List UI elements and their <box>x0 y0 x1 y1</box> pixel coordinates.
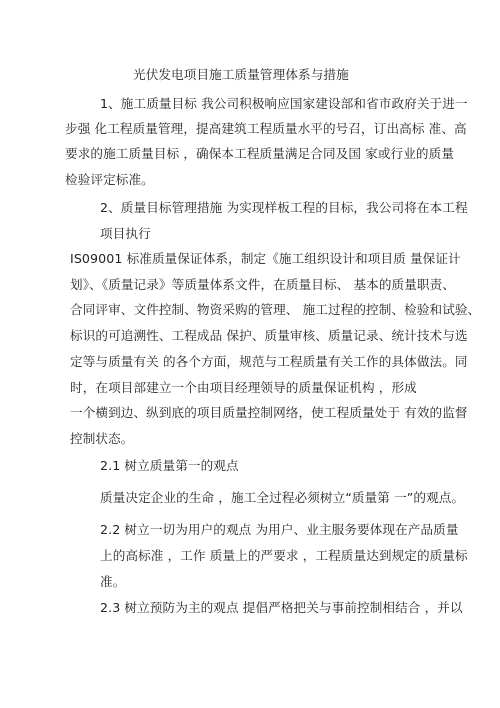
section-heading: 2.3 树立预防为主的观点 提倡严格把关与事前控制相结合 ，并以 <box>100 600 463 615</box>
paragraph-line: 划》、《质量记录》等质量体系文件，在质量目标、 基本的质量职责、 <box>70 277 456 292</box>
paragraph-line: 1、施工质量目标 我公司积极响应国家建设部和省市政府关于进一 <box>100 96 468 111</box>
paragraph-line: 检验评定标准。 <box>65 172 154 187</box>
paragraph-line: 标识的可追溯性、工程成品 保护、质量审核、质量记录、统计技术与选 <box>70 328 468 343</box>
paragraph-line: 步强 化工程质量管理，提高建筑工程质量水平的号召，订出高标 准、高 <box>65 121 467 136</box>
paragraph-line: 控制状态。 <box>70 431 134 446</box>
paragraph-line: 准。 <box>100 574 126 589</box>
paragraph-line: 合同评审、文件控制、物资采购的管理、 施工过程的控制、检验和试验、 <box>70 302 481 317</box>
paragraph-line: 要求的施工质量目标 ，确保本工程质量满足合同及国 家或行业的质量 <box>65 146 455 161</box>
paragraph-line: 定等与质量有关 的各个方面，规范与工程质量有关工作的具体做法。同 <box>70 354 468 369</box>
paragraph-line: 2、质量目标管理措施 为实现样板工程的目标，我公司将在本工程 <box>100 200 468 215</box>
paragraph-line: IS09001 标准质量保证体系，制定《施工组织设计和项目质 量保证计 <box>70 251 461 266</box>
paragraph-line: 项目执行 <box>100 226 151 241</box>
paragraph-line: 时，在项目部建立一个由项目经理领导的质量保证机构 ，形成 <box>70 380 417 395</box>
paragraph-line: 上的高标准 ，工作 质量上的严要求 ，工程质量达到规定的质量标 <box>100 548 468 563</box>
paragraph-line: 一个横到边、纵到底的项目质量控制网络，使工程质量处于 有效的监督 <box>70 405 468 420</box>
paragraph-line: 质量决定企业的生命 ，施工全过程必须树立“质量第 一”的观点。 <box>100 490 465 505</box>
document-title: 光伏发电项目施工质量管理体系与措施 <box>133 67 349 82</box>
section-heading: 2.1 树立质量第一的观点 <box>100 458 239 473</box>
section-heading: 2.2 树立一切为用户的观点 为用户、业主服务要体现在产品质量 <box>100 522 459 537</box>
